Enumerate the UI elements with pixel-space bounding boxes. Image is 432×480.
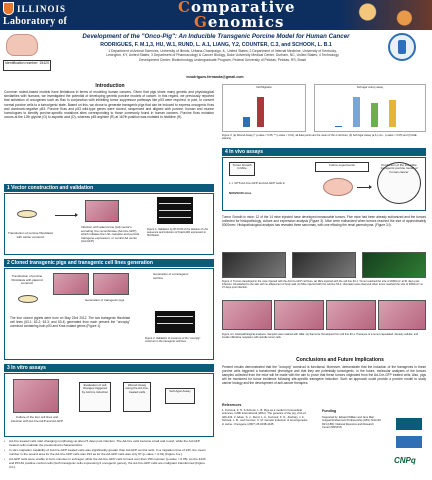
- chart-bar: [371, 103, 378, 127]
- tumor-growth-text: Tumor Growth in mice: 12 of the 14 mice injected have developed measurable tumors. Five mice had been already euthanized and the tumors collected for histopathology, culture and expression analysis (Figure 3). Mice were euthanized when tumors reached the size of approximately 5000mm³. Histopathological analysis has revealed three sarcomas, with one effacing the renal parenchyma. (Figure 3.f).: [222, 215, 426, 227]
- plasmid-transfection-text: Transfection of porcine fibroblasts with plasmid construct: [11, 274, 43, 286]
- funder-logo: [396, 436, 422, 448]
- comparative-genomics-logo: Comparative Genomics: [178, 0, 296, 30]
- mouse-tumor-photo-b: [292, 252, 356, 278]
- histology-photo-d: [378, 300, 426, 330]
- institution-seal-icon: [388, 33, 416, 61]
- references-text: 1. Kuzmuk, K. N. & Schook, L. B. Pigs as a model for biomedical sciences. CABI International (2011). The genetics of the pig. 2nd ed. 426-444. 2. Adam, S. J., Rund, L. A., Kuzmuk, K. N., Zachary, J. F., Schook, L. B., and Counter, C. M. Genetic induction of tumorigenesis in swine. Oncogene (2007) 26:1038-1045.: [222, 408, 308, 426]
- section-2-panel: [4, 268, 214, 360]
- funder-logo: [396, 418, 422, 430]
- transgenic-pigs-text: Generation of transgenic pigs: [85, 298, 125, 302]
- soft-agar-chart: [314, 84, 426, 132]
- list-item: • Ad-GFP cells were unable to form colonies in soft agar, while the Ad-Cre-GFP cells formed over than 150 colonies (p-value < 0.05). As the 4443 and PF161 positive control cells (both transgenic cells expressing 6 oncogenic genes), the Ad-Cre-GFP cells are malignant transformed (Figure 3.b.).: [4, 458, 210, 470]
- chart-title: Cell Migration: [256, 86, 272, 89]
- histology-photo-b: [274, 300, 324, 330]
- cloned-pigs-text: The four cloned piglets were born on May 23rd 2012. The two transgenic fibroblast cell lines (63-1; 63-2; 63-3; and 63-4) generated from each present the "oncopig" construct containing both p53 and Kras mutant genes (Figure 1).: [10, 316, 130, 328]
- funding-heading: Funding: [322, 409, 337, 413]
- contact-email[interactable]: mrodrigues.fernanda@gmail.com: [186, 75, 244, 79]
- mouse-tumor-photo-a: [222, 252, 286, 278]
- arrow-icon: [55, 215, 77, 216]
- section-4-panel: [222, 157, 426, 211]
- illinois-lab-logo: [3, 2, 131, 28]
- poster-header: [0, 0, 432, 30]
- cells-header-image: [340, 0, 432, 30]
- inducible-model-circle: Production of the inducible transgenic porcine model of human cancer: [377, 162, 421, 204]
- lab-name: Laboratory of: [3, 16, 68, 27]
- mouse-tumor-photo-c: [362, 252, 426, 278]
- section-3-panel: [4, 373, 214, 437]
- future-experiments-box: Future experiments: [315, 162, 369, 172]
- figure-5-caption: Figure 4.1: Histopathological analyses. Samples were stained with H&E. (a) Sarcoma. Developed from cell line 63-1. Presence of a tumor-capsulated, densely cellular, and invade infiltrative neoplasm with spindle tumor cells.: [222, 333, 419, 340]
- cell-morphology-photo: [85, 200, 119, 222]
- in-vitro-results-list: [4, 440, 210, 472]
- figure-2-caption: Figure 2: Validation of presence of the "oncopig" construct in the transgenic cell lines.: [145, 337, 201, 344]
- histology-photo-c: [326, 300, 376, 330]
- conclusions-text: Present results demonstrated that the "oncopig" construct is functional. Moreover, demonstrate that the induction of the transgenes in these porcine cells triggered a transformed phenotype and that they are potentially tumorigenic. In the future, molecular analyses of the tumors samples collected from the mice will be made with the aim to prove that these tumors originated from the Ad-Cre-GFP treated cells. Also, pigs will be monitored for tumor incidence following site-specific transgene induction. Such an approach could provide a porcine model to study cancer biology and the development of anti-cancer therapies.: [222, 365, 426, 385]
- cell-migration-chart: [222, 84, 306, 132]
- list-item: • In vitro migration capability of Ad-Cre-GFP treated cells was significantly greater than Ad-GFP control cells. In a migration time of 24h, the mean number in the wound area for the Ad-Cre-GFP cells was 194 as for the Ad-GFP cells was only 67 (p-value < 0.01) (Figure 3.a.).: [4, 449, 210, 457]
- adenovirus-infection-text: Infection with adenovirus (Ad) vector's encoding Cre recombinase (Ad-Cre-GFP), which initiates the LSL cassette and permits transgene expression, or control Ad vector (Ad-GFP): [81, 225, 140, 244]
- section-1-heading: 1 Vector construction and validation: [4, 184, 214, 192]
- pcr-validation-gel-image: [155, 311, 195, 333]
- introduction-heading: Introduction: [95, 83, 125, 89]
- petri-dish-icon: [18, 295, 38, 303]
- conclusions-heading: Conclusions and Future Implications: [296, 357, 384, 363]
- poster-title: Development of the "Onco-Pig": An Inducible Transgenic Porcine Model for Human Cancer: [82, 33, 350, 40]
- chart-bar-ad-gfp: [243, 117, 250, 127]
- poster-authors: RODRIGUES, F. M.1,3, HU, W.1, RUND, L. A.1, LIANG, Y.2, COUNTER, C.3, and SCHOOK, L. B.1: [100, 42, 332, 48]
- affiliations: 1 Department of Animal Sciences, University of Illinois, Urbana-Champaign, IL, United States; 2 Department of Internal Medicine, University of Kentucky, Lexington, KY, United States; 3 Department of Pharmacology & Cancer Biology, Duke University Medical Center, Durham, NC, United States; 4 Technology Development Center, Biotechnology Undergraduate Program, Federal University of Pelotas, Pelotas, RS, Brazil: [106, 49, 339, 62]
- arrow-icon: [357, 187, 371, 188]
- university-name: ILLINOIS: [17, 3, 67, 14]
- list-item: • Ad-Cre treated cells start changing morphology at about 5 days post infection. The Ad-Cre cells became small and round, while the Ad-GFP treated cells maintain the predominant characteristics.: [4, 440, 210, 448]
- cloned-pigs-photo: [53, 273, 89, 295]
- identification-number: Identification number: 15420: [3, 60, 51, 71]
- petri-dish-icon: [17, 210, 37, 218]
- mice-text: NOD/SCID mice: [229, 191, 252, 195]
- histology-photo-a: [222, 300, 272, 330]
- section-3-heading: 3 In vitro assays: [4, 364, 214, 372]
- wound-assay-box: Wound Assay using the Ad-Cre-treated cells: [123, 382, 151, 412]
- funding-text: Supported by: Edward William and Jane Marr Gutgsell Endowment Professorship (LBS); NIH-NCI R21 (LBS); National Resource and Research Center (NRSP-8): [322, 416, 382, 430]
- cell-line-generation-text: Generation of a transgenic cell line: [153, 272, 189, 280]
- piglets-photo: [93, 273, 129, 295]
- figure-3-caption: Figure 3: (a) Wound Assay (* p-value < 0.05; ** p-value < 0.01), all data points are the mean of the 4 cell lines; (b) Soft Agar Assay (a,b,c,d,e - p-value < 0.05) and (f) H&E staining.: [222, 134, 417, 141]
- evaluation-box: Evaluation of cell changes triggered by Ad-Cre induction: [79, 382, 111, 412]
- pig-icon: [323, 178, 353, 196]
- pig-photo: [6, 34, 38, 56]
- cnpq-logo: CNPq: [394, 456, 416, 465]
- figure-1-caption: Figure 1: Validation by RT-PCR of the deletion of LSL sequence and induction of KrasG12D expression in fibroblasts.: [147, 228, 209, 238]
- references-heading: References: [222, 403, 242, 407]
- introduction-text: Common rodent-based models have limitations in terms of modeling human cancers. Given that pigs share many genetic and physiological similarities with humans, we investigated the potential of developing genetic porcine models of cancer. In this regard, we previously reported that activation of oncogenes such as Ras in conjunction with inhibiting tumor suppressor pathways like p53 were required, in part, to convert normal porcine cells to a tumorigenic state. Based on this, we chose to generate transgenic pigs that can be induced to express oncogenic Kras and dominant-negative p53. Porcine Kras and p53 wild-type genes were cloned, sequenced and aligned with porcine, human and murine homologues to identify porcine-specific mutations sites corresponding to those commonly found in human cancers. Porcine Kras mutation occurs at the 12th glycine (G) to aspartic acid (D), whereas p53 arginine (R) at 167th position was mutated to histidine (H).: [4, 90, 214, 120]
- cell-culture-text: Culture of the four cell lines and infection with Ad-Cre-GFP and Ad-GFP: [11, 415, 63, 423]
- chart-bar: [353, 97, 360, 127]
- figure-4-caption: Figure 4: Tumors developed in the mice injected with the Ad-Cre-GFP cell lines. (a) Mice injected with the cell line 63-1. Tumor reached the size of 2000mm³ at 51 days post infection. All attached to the skin with no effacement of body wall. (b) Mice injected with the cell line 63-3. Ulceration was observed when tumor reached the size of 2000mm³ at 37 days post infection.: [222, 280, 423, 290]
- cell-culture-photo: [13, 379, 59, 413]
- tumor-growth-box: Tumor Growth in Mice: [229, 162, 255, 176]
- section-1-panel: [4, 193, 214, 255]
- illinois-shield-icon: [3, 2, 14, 15]
- soft-agar-box: Soft Agar Assay: [165, 388, 195, 404]
- chart-title: Soft agar colony assay: [356, 86, 384, 89]
- section-4-heading: 4 In vivo assays: [222, 148, 426, 156]
- chart-bar-ad-cre: [257, 97, 264, 127]
- rt-pcr-gel-image: [157, 197, 193, 224]
- vector-transfection-text: Transfection of porcine fibroblasts with carrier construct: [8, 231, 53, 239]
- section-2-heading: 2 Cloned transgenic pigs and transgenic cell lines generation: [4, 259, 214, 267]
- injection-text: 1 × 10^6 Ad-Cre-GFP and Ad-GFP cells in: [229, 181, 286, 185]
- chart-bar: [335, 126, 342, 127]
- chart-bar: [389, 100, 396, 127]
